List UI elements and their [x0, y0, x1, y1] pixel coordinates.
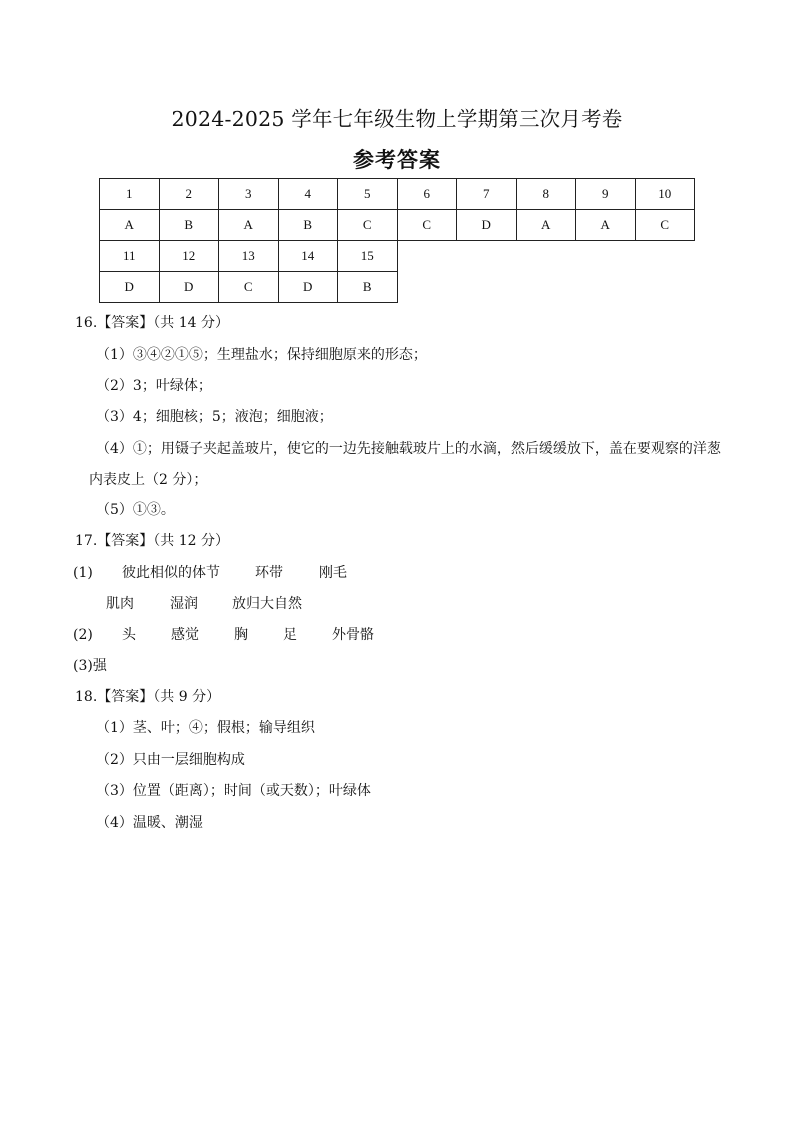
q18-line-2: （2）只由一层细胞构成 — [96, 752, 245, 768]
q18-header: 18.【答案】（共 9 分） — [75, 689, 221, 705]
table-cell: A — [219, 210, 279, 241]
table-cell: 5 — [338, 179, 398, 210]
empty-cell — [457, 272, 517, 303]
q16-line-5: 内表皮上（2 分）； — [89, 472, 208, 488]
q17-part3: (3)强 — [73, 658, 107, 674]
empty-cell — [397, 272, 457, 303]
empty-cell — [516, 241, 576, 272]
q16-line-6: （5）①③。 — [96, 502, 175, 518]
q17-answer: 胸 — [234, 627, 248, 643]
table-cell: A — [576, 210, 636, 241]
empty-cell — [576, 241, 636, 272]
table-cell: 12 — [159, 241, 219, 272]
table-row — [100, 241, 695, 272]
q18-line-3: （3）位置（距离）；时间（或天数）；叶绿体 — [96, 783, 371, 799]
table-cell: C — [635, 210, 695, 241]
table-cell: 2 — [159, 179, 219, 210]
table-cell: 13 — [219, 241, 279, 272]
table-cell: 14 — [278, 241, 338, 272]
table-cell: 8 — [516, 179, 576, 210]
q16-line-4: （4）①；用镊子夹起盖玻片，使它的一边先接触载玻片上的水滴，然后缓缓放下，盖在要观察的洋葱 — [96, 441, 721, 457]
table-cell: C — [219, 272, 279, 303]
q16-header: 16.【答案】（共 14 分） — [75, 315, 229, 331]
q17-answer: 湿润 — [170, 596, 198, 612]
table-cell: 11 — [100, 241, 160, 272]
table-cell: A — [516, 210, 576, 241]
table-cell: C — [397, 210, 457, 241]
table-cell: 4 — [278, 179, 338, 210]
table-cell: A — [100, 210, 160, 241]
q17-answer: 足 — [283, 627, 297, 643]
empty-cell — [397, 241, 457, 272]
table-row — [100, 272, 695, 303]
table-cell: 1 — [100, 179, 160, 210]
q17-answer: 肌肉 — [106, 596, 134, 612]
answer-table — [99, 178, 695, 303]
table-cell: 10 — [635, 179, 695, 210]
table-row — [100, 210, 695, 241]
table-cell: B — [278, 210, 338, 241]
q17-part1-label: (1) — [73, 565, 93, 581]
q17-answer: 彼此相似的体节 — [122, 565, 220, 581]
q17-answer: 外骨骼 — [332, 627, 374, 643]
q17-answer: 头 — [122, 627, 136, 643]
q17-answer: 感觉 — [171, 627, 199, 643]
empty-cell — [516, 272, 576, 303]
empty-cell — [635, 272, 695, 303]
page-title: 2024-2025 学年七年级生物上学期第三次月考卷 — [171, 107, 623, 131]
q16-line-2: （2）3；叶绿体； — [96, 378, 212, 394]
page-subtitle: 参考答案 — [353, 147, 441, 172]
q17-answer: 刚毛 — [319, 565, 347, 581]
q16-line-1: （1）③④②①⑤；生理盐水；保持细胞原来的形态； — [96, 347, 427, 363]
table-cell: C — [338, 210, 398, 241]
empty-cell — [576, 272, 636, 303]
table-cell: 3 — [219, 179, 279, 210]
table-cell: D — [159, 272, 219, 303]
q17-answer: 环带 — [255, 565, 283, 581]
empty-cell — [457, 241, 517, 272]
table-cell: D — [100, 272, 160, 303]
q17-part2-label: (2) — [73, 627, 93, 643]
q18-line-4: （4）温暖、潮湿 — [96, 815, 203, 831]
q18-line-1: （1）茎、叶；④；假根；输导组织 — [96, 720, 315, 736]
table-cell: 9 — [576, 179, 636, 210]
table-cell: 6 — [397, 179, 457, 210]
table-cell: D — [278, 272, 338, 303]
q17-header: 17.【答案】（共 12 分） — [75, 533, 229, 549]
table-cell: D — [457, 210, 517, 241]
table-cell: 15 — [338, 241, 398, 272]
table-cell: B — [159, 210, 219, 241]
table-row — [100, 179, 695, 210]
q16-line-3: （3）4；细胞核；5；液泡；细胞液； — [96, 409, 333, 425]
table-cell: 7 — [457, 179, 517, 210]
table-cell: B — [338, 272, 398, 303]
q17-answer: 放归大自然 — [232, 596, 302, 612]
empty-cell — [635, 241, 695, 272]
